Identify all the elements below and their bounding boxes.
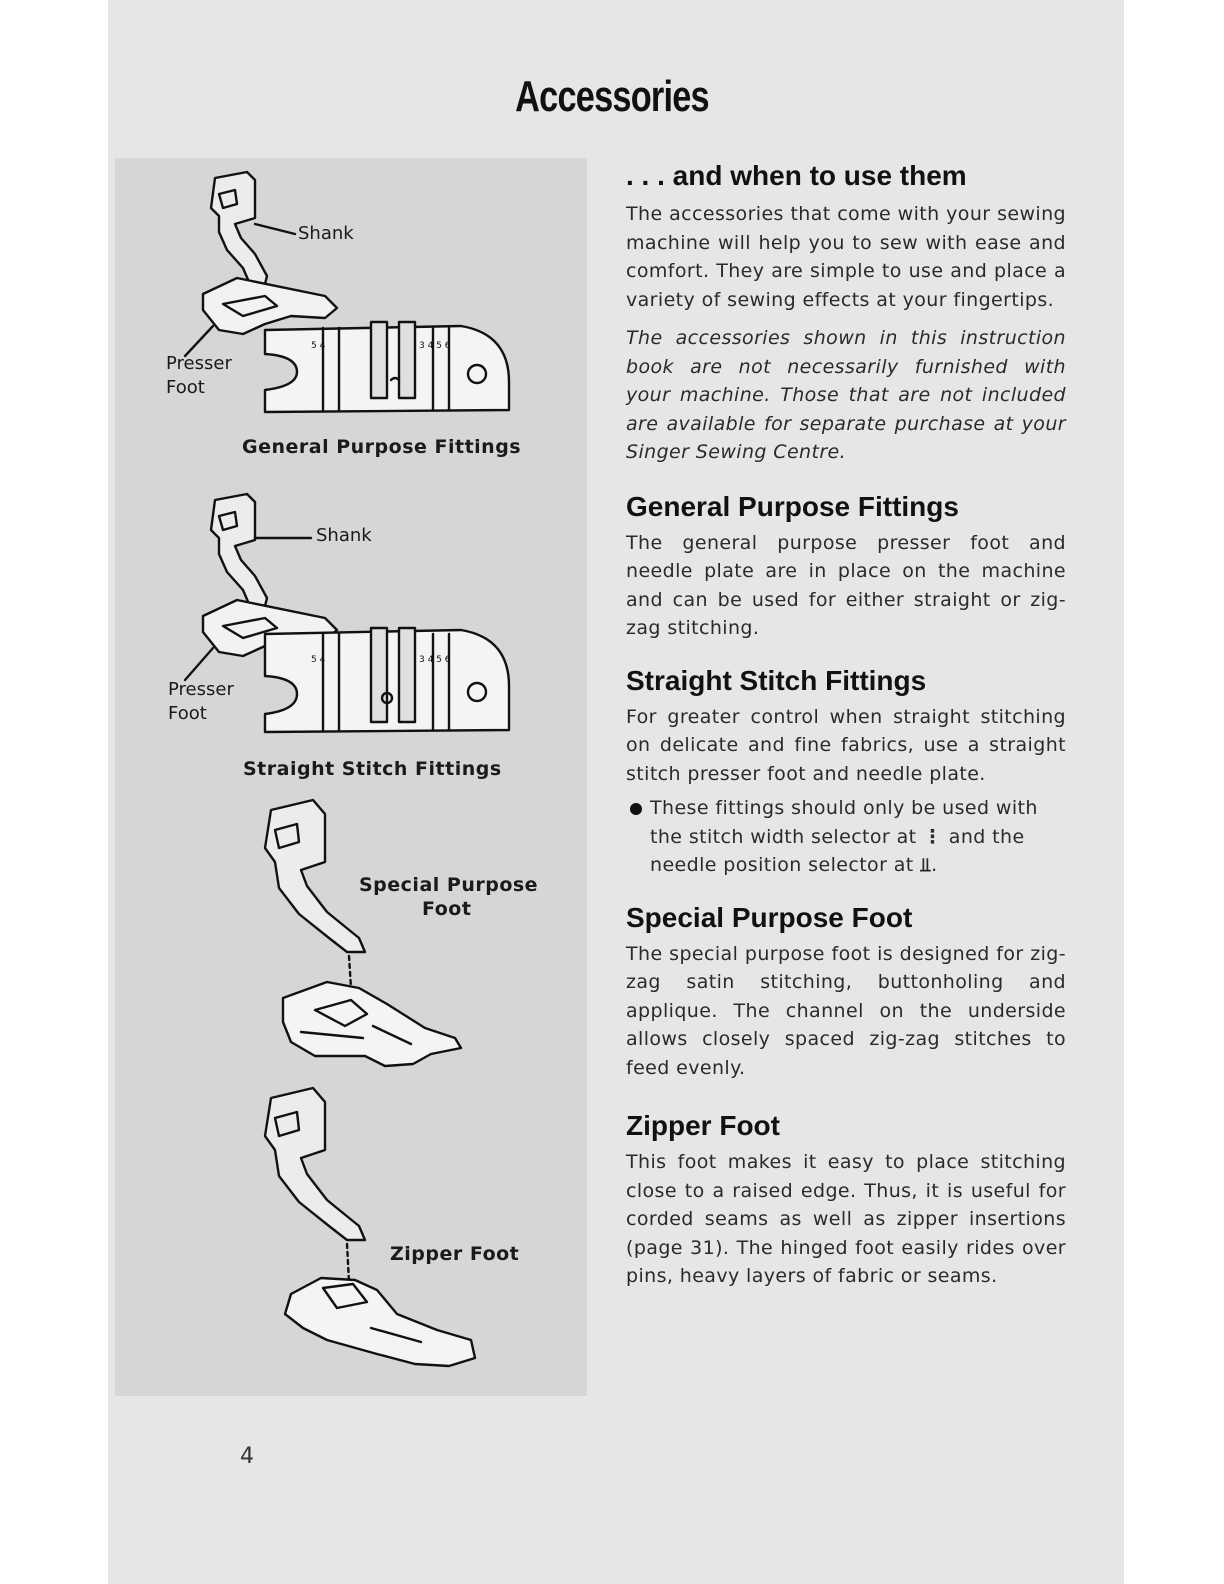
general-presser-label-2: Foot: [166, 377, 205, 398]
general-plate-marks-right: 3 4 5 6: [419, 341, 451, 351]
intro-italic-note: The accessories shown in this instruction book are not necessarily furnished with your machine. Those that are not included are available for separate purchase at your Singer Sewing Centre.: [626, 327, 1066, 463]
straight-presser-label-1: Presser: [168, 679, 234, 700]
general-shank-drawing: [211, 172, 295, 284]
zipper-foot-drawing: [285, 1278, 475, 1366]
special-heading: Special Purpose Foot: [626, 901, 913, 933]
straight-needle-plate-drawing: [265, 628, 509, 732]
special-body: The special purpose foot is designed for zig-zag satin stitching, buttonholing and applique. The channel on the underside allows closely spaced zig-zag stitches to feed evenly.: [626, 942, 1066, 1079]
straight-bullet: [626, 794, 1066, 880]
straight-body: For greater control when straight stitching on delicate and fine fabrics, use a straight stitch presser foot and needle plate.: [626, 705, 1066, 785]
general-plate-marks-left: 5 4: [311, 341, 326, 351]
page-number: 4: [240, 1444, 254, 1469]
straight-plate-marks-left: 5 4: [311, 655, 326, 665]
general-presser-label-1: Presser: [166, 353, 232, 374]
needle-position-symbol: ⫫: [920, 854, 932, 876]
special-shank-drawing: [265, 800, 365, 988]
intro-body: The accessories that come with your sewing machine will help you to sew with ease and comfort. They are simple to use and place a variety of sewing effects at your fingertips.: [626, 203, 1066, 311]
general-needle-plate-drawing: [265, 322, 509, 412]
straight-shank-label: Shank: [316, 525, 372, 546]
special-foot-drawing: [283, 982, 461, 1066]
general-body: The general purpose presser foot and needle plate are in place on the machine and can be used for either straight or zig-zag stitching.: [626, 531, 1066, 639]
bullet-dot-icon: [630, 803, 642, 815]
page-title: Accessories: [515, 72, 709, 121]
special-foot-label-1: Special Purpose: [359, 874, 539, 896]
straight-bullet-text-1: These fittings should only be used with the stitch width selector at: [650, 797, 1038, 848]
zipper-body: This foot makes it easy to place stitching close to a raised edge. Thus, it is useful for corded seams as well as zipper insertions (page 31). The hinged foot easily rides over pins, heavy layers of fabric or seams.: [626, 1151, 1066, 1287]
zipper-foot-label: Zipper Foot: [390, 1243, 520, 1265]
general-heading: General Purpose Fittings: [626, 490, 959, 522]
straight-heading: Straight Stitch Fittings: [626, 664, 927, 696]
straight-bullet-text-2: and the needle position selector at: [650, 825, 1025, 876]
special-foot-label-2: Foot: [422, 898, 472, 920]
zipper-heading: Zipper Foot: [626, 1110, 780, 1141]
straight-shank-drawing: [211, 494, 311, 606]
straight-bullet-end: .: [931, 854, 938, 876]
zipper-shank-drawing: [265, 1088, 365, 1282]
straight-fittings-caption: Straight Stitch Fittings: [243, 758, 502, 780]
text-column: [626, 160, 1066, 1291]
intro-heading: . . . and when to use them: [626, 160, 967, 191]
general-shank-label: Shank: [298, 223, 354, 244]
general-fittings-caption: General Purpose Fittings: [242, 436, 522, 458]
straight-presser-label-2: Foot: [168, 703, 207, 724]
stitch-width-symbol: ⋮: [922, 825, 943, 848]
straight-plate-marks-right: 3 4 5 6: [419, 655, 451, 665]
